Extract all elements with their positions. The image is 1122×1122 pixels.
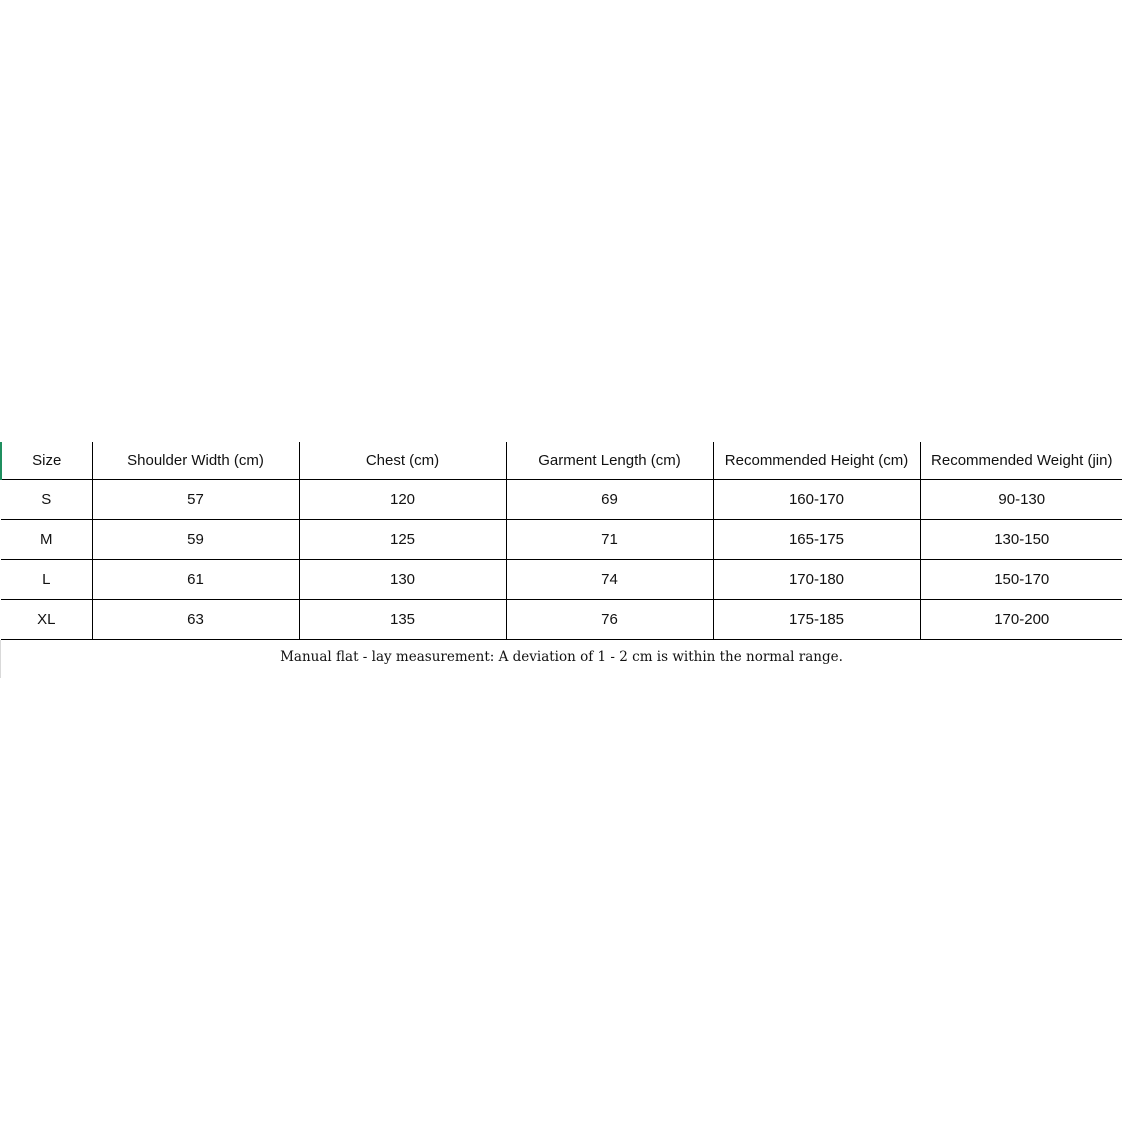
cell-recommended-height: 165-175 [713,519,920,559]
cell-recommended-weight: 90-130 [920,479,1122,519]
cell-shoulder-width: 59 [92,519,299,559]
cell-shoulder-width: 61 [92,559,299,599]
cell-recommended-height: 160-170 [713,479,920,519]
cell-chest: 135 [299,599,506,639]
header-garment-length: Garment Length (cm) [506,442,713,479]
cell-size: L [1,559,92,599]
table-row [1,599,1122,639]
header-size: Size [1,442,92,479]
cell-recommended-height: 175-185 [713,599,920,639]
size-chart [0,442,1122,678]
cell-chest: 125 [299,519,506,559]
measurement-note-row [0,640,1122,678]
cell-recommended-weight: 130-150 [920,519,1122,559]
cell-shoulder-width: 63 [92,599,299,639]
cell-size: M [1,519,92,559]
table-row [1,519,1122,559]
table-header-row [1,442,1122,479]
header-shoulder-width: Shoulder Width (cm) [92,442,299,479]
header-recommended-weight: Recommended Weight (jin) [920,442,1122,479]
cell-size: XL [1,599,92,639]
cell-recommended-weight: 170-200 [920,599,1122,639]
cell-garment-length: 76 [506,599,713,639]
cell-garment-length: 74 [506,559,713,599]
header-recommended-height: Recommended Height (cm) [713,442,920,479]
cell-garment-length: 69 [506,479,713,519]
cell-shoulder-width: 57 [92,479,299,519]
cell-chest: 120 [299,479,506,519]
cell-size: S [1,479,92,519]
measurement-note: Manual flat - lay measurement: A deviation of 1 - 2 cm is within the normal range. [280,648,843,665]
table-row [1,559,1122,599]
size-chart-table [0,442,1122,640]
cell-chest: 130 [299,559,506,599]
table-row [1,479,1122,519]
cell-garment-length: 71 [506,519,713,559]
header-chest: Chest (cm) [299,442,506,479]
cell-recommended-height: 170-180 [713,559,920,599]
cell-recommended-weight: 150-170 [920,559,1122,599]
